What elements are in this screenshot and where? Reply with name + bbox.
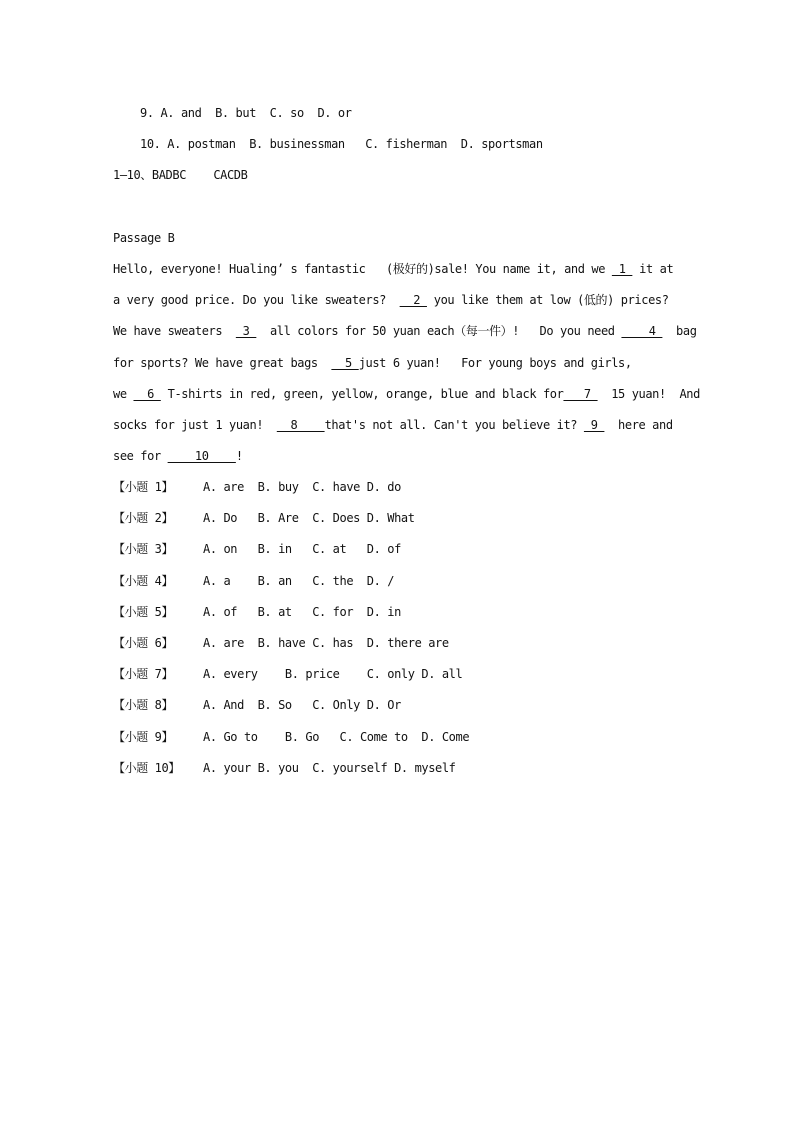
question-row: [113, 633, 688, 653]
passage-line: [113, 353, 688, 373]
passage-text: you like them at low (低的) prices?: [426, 293, 669, 307]
answer-blank: 4: [621, 324, 663, 338]
question-options: A. Do B. Are C. Does D. What: [203, 511, 415, 525]
question-row: [113, 477, 688, 497]
answer-blank: 8: [276, 418, 325, 432]
passage-text: We have sweaters: [113, 324, 236, 338]
passage-line: [113, 446, 688, 466]
passage-line: [113, 321, 697, 341]
answer-blank: 5: [331, 356, 359, 370]
answer-blank: 6: [133, 387, 161, 401]
question-label: 【小题 8】: [113, 698, 174, 712]
question-label: 【小题 5】: [113, 605, 174, 619]
question-label: 【小题 9】: [113, 730, 174, 744]
question-row: [113, 508, 688, 528]
passage-line: [113, 290, 688, 310]
question-options: A. And B. So C. Only D. Or: [203, 698, 401, 712]
question-options: A. Go to B. Go C. Come to D. Come: [203, 730, 470, 744]
prev-question-9: 9. A. and B. but C. so D. or: [140, 106, 352, 120]
passage-title: Passage B: [113, 231, 175, 245]
question-row: [113, 602, 688, 622]
passage-text: for sports? We have great bags: [113, 356, 332, 370]
question-row: [113, 571, 688, 591]
question-options: A. on B. in C. at D. of: [203, 542, 401, 556]
question-row: [113, 695, 688, 715]
question-options: A. every B. price C. only D. all: [203, 667, 463, 681]
answer-blank: 3: [235, 324, 257, 338]
passage-text: a very good price. Do you like sweaters?: [113, 293, 400, 307]
passage-text: T-shirts in red, green, yellow, orange, blue and black for: [160, 387, 564, 401]
answer-key: 1—10、BADBC CACDB: [113, 168, 248, 182]
answer-blank: 2: [399, 293, 427, 307]
passage-line: [113, 384, 700, 404]
answer-blank: 9: [583, 418, 605, 432]
passage-line: [113, 415, 688, 435]
passage-text: that's not all. Can't you believe it?: [324, 418, 584, 432]
answer-blank: 7: [563, 387, 598, 401]
question-label: 【小题 2】: [113, 511, 174, 525]
question-label: 【小题 4】: [113, 574, 174, 588]
prev-question-10: 10. A. postman B. businessman C. fisherman D. sportsman: [140, 137, 543, 151]
question-label: 【小题 1】: [113, 480, 174, 494]
passage-text: here and: [604, 418, 673, 432]
passage-text: 15 yuan! And: [597, 387, 700, 401]
passage-text: Hello, everyone! Hualing’ s fantastic (极好的)sale! You name it, and we: [113, 262, 612, 276]
question-label: 【小题 7】: [113, 667, 174, 681]
passage-text: socks for just 1 yuan!: [113, 418, 277, 432]
passage-text: see for: [113, 449, 168, 463]
question-options: A. of B. at C. for D. in: [203, 605, 401, 619]
answer-blank: 10: [167, 449, 236, 463]
question-row: [113, 664, 688, 684]
passage-text: just 6 yuan! For young boys and girls,: [358, 356, 632, 370]
question-options: A. your B. you C. yourself D. myself: [203, 761, 456, 775]
passage-text: bag: [662, 324, 697, 338]
question-row: [113, 727, 688, 747]
question-label: 【小题 6】: [113, 636, 174, 650]
passage-text: we: [113, 387, 134, 401]
passage-text: all colors for 50 yuan each（每一件）! Do you need: [256, 324, 622, 338]
passage-text: !: [235, 449, 243, 463]
answer-blank: 1: [611, 262, 633, 276]
question-options: A. are B. have C. has D. there are: [203, 636, 449, 650]
question-label: 【小题 3】: [113, 542, 174, 556]
question-row: [113, 758, 688, 778]
passage-line: [113, 259, 688, 279]
question-options: A. are B. buy C. have D. do: [203, 480, 401, 494]
passage-text: it at: [632, 262, 674, 276]
question-options: A. a B. an C. the D. /: [203, 574, 395, 588]
question-label: 【小题 10】: [113, 761, 180, 775]
question-row: [113, 539, 688, 559]
